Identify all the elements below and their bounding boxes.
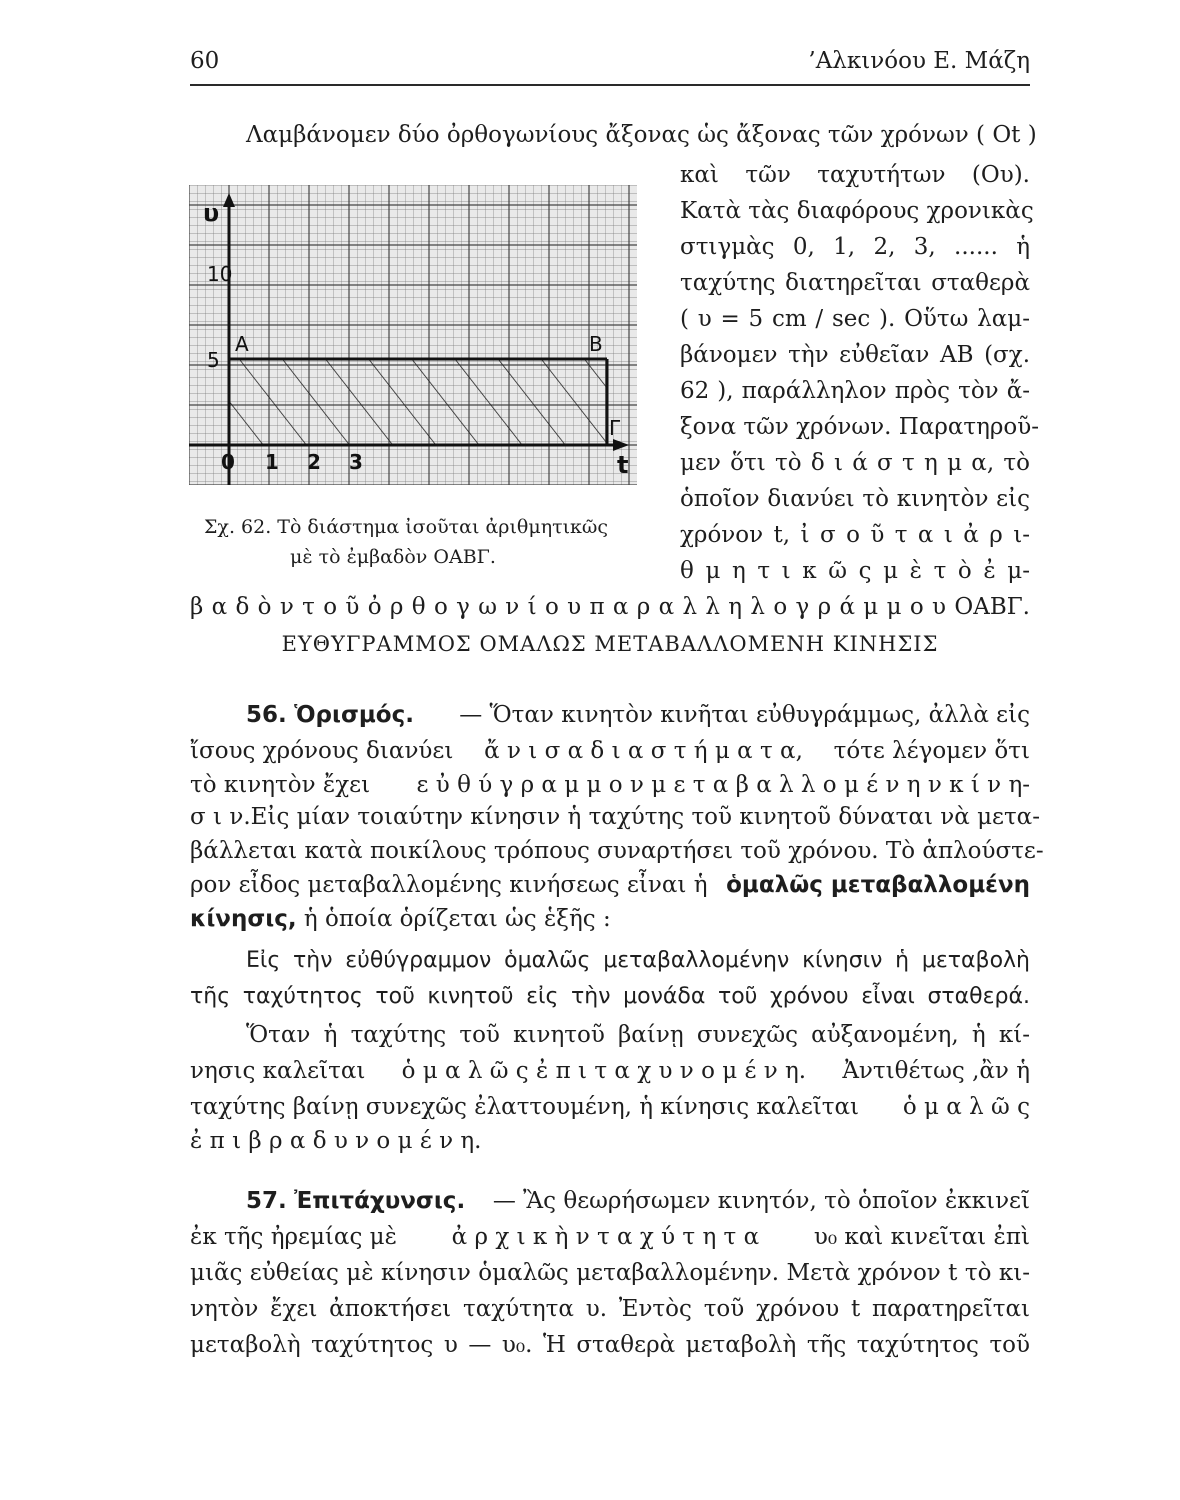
paragraph-number: 57. xyxy=(246,1188,287,1214)
figure-caption-line-2: μὲ τὸ ἐμβαδὸν ΟΑΒΓ. xyxy=(290,546,496,568)
para2-line-3: ταχύτης βαίνῃ συνεχῶς ἐλαττουμένη, ἡ κίνησις καλεῖται ὁ μ α λ ῶ ς xyxy=(190,1094,1030,1120)
running-head-author: ’Αλκινόου Ε. Μάζη xyxy=(808,48,1030,74)
intro-right-line: ( υ = 5 cm / sec ). Οὕτω λαμ- xyxy=(680,306,1030,332)
intro-right-line: 62 ), παράλληλον πρὸς τὸν ἄ- xyxy=(680,378,1030,404)
p57-line-2: ἐκ τῆς ἠρεμίας μὲ ἀ ρ χ ι κ ὴ ν τ α χ ύ τ η τ α υ₀ καὶ κινεῖται ἐπὶ xyxy=(190,1224,1030,1250)
intro-right-line: μεν ὅτι τὸ δ ι ά σ τ η μ α, τὸ xyxy=(680,450,1030,476)
paragraph-title: Ὁρισμός. xyxy=(294,702,414,728)
intro-right-line: βάνομεν τὴν εὐθεῖαν ΑΒ (σχ. xyxy=(680,342,1030,368)
p57-line-3: μιᾶς εὐθείας μὲ κίνησιν ὁμαλῶς μεταβαλλομένην. Μετὰ χρόνον t τὸ κι- xyxy=(190,1260,1030,1286)
definition-line-2: τῆς ταχύτητος τοῦ κινητοῦ εἰς τὴν μονάδα τοῦ χρόνου εἶναι σταθερά. xyxy=(190,984,1030,1009)
intro-line-1: Λαμβάνομεν δύο ὀρθογωνίους ἄξονας ὡς ἄξονας τῶν χρόνων ( Οt ) xyxy=(246,122,1037,148)
p56-line-6: ρον εἶδος μεταβαλλομένης κινήσεως εἶναι ἡ ὁμαλῶς μεταβαλλομένη xyxy=(190,872,1030,898)
intro-full-line: β α δ ὸ ν τ ο ῦ ὀ ρ θ ο γ ω ν ί ο υ π α ρ α λ λ η λ ο γ ρ ά μ μ ο υ ΟΑΒΓ. xyxy=(190,594,1030,620)
section-title: ΕΥΘΥΓΡΑΜΜΟΣ ΟΜΑΛΩΣ ΜΕΤΑΒΑΛΛΟΜΕΝΗ ΚΙΝΗΣΙΣ xyxy=(281,632,939,656)
figure-62 xyxy=(189,185,637,485)
x-tick-label: 2 xyxy=(307,450,321,474)
term-motion: κίνησις, xyxy=(190,906,297,932)
x-tick-label: 1 xyxy=(265,450,279,474)
page-header xyxy=(190,42,1030,86)
para2-line-4: ἐ π ι β ρ α δ υ ν ο μ έ ν η. xyxy=(190,1128,482,1154)
figure-caption-line-1: Σχ. 62. Τὸ διάστημα ἰσοῦται ἀριθμητικῶς xyxy=(204,516,609,538)
p56-line-4: σ ι ν. Εἰς μίαν τοιαύτην κίνησιν ἡ ταχύτης τοῦ κινητοῦ δύναται νὰ μετα- xyxy=(190,804,1040,830)
intro-right-line: στιγμὰς 0, 1, 2, 3, ...... ἡ xyxy=(680,234,1030,260)
point-label-A: Α xyxy=(235,332,249,356)
p56-line-2: ἴσους χρόνους διανύει ἄ ν ι σ α δ ι α σ τ ή μ α τ α, τότε λέγομεν ὅτι xyxy=(190,738,1030,764)
intro-right-line: Κατὰ τὰς διαφόρους χρονικὰς xyxy=(680,198,1034,224)
p56-line-1: 56. Ὁρισμός. — Ὅταν κινητὸν κινῆται εὐθυγράμμως, ἀλλὰ εἰς xyxy=(246,702,1030,728)
shaded-area-OABG xyxy=(229,359,607,445)
p56-line-3: τὸ κινητὸν ἔχει ε ὐ θ ύ γ ρ α μ μ ο ν μ ε τ α β α λ λ ο μ έ ν η ν κ ί ν η- xyxy=(190,772,1030,798)
intro-right-line: καὶ τῶν ταχυτήτων (Ου). xyxy=(680,162,1030,188)
paragraph-title: Ἐπιτάχυνσις. xyxy=(294,1188,466,1214)
term-uniformly-varied: ὁμαλῶς μεταβαλλομένη xyxy=(726,872,1030,898)
x-tick-label: 3 xyxy=(349,450,363,474)
point-label-G: Γ xyxy=(609,416,621,440)
intro-right-line: χρόνον t, ἰ σ ο ῦ τ α ι ἀ ρ ι- xyxy=(680,522,1030,548)
p56-line-5: βάλλεται κατὰ ποικίλους τρόπους συναρτήσει τοῦ χρόνου. Τὸ ἁπλούστε- xyxy=(190,838,1044,864)
y-tick-label: 5 xyxy=(207,348,220,372)
point-label-B: Β xyxy=(589,332,603,356)
x-tick-label: 0 xyxy=(221,450,235,474)
p57-line-1: 57. Ἐπιτάχυνσις. — Ἂς θεωρήσωμεν κινητόν, τὸ ὁποῖον ἐκκινεῖ xyxy=(246,1188,1030,1214)
p57-line-4: νητὸν ἔχει ἀποκτήσει ταχύτητα υ. Ἐντὸς τοῦ χρόνου t παρατηρεῖται xyxy=(190,1296,1030,1322)
y-tick-label: 10 xyxy=(207,262,233,286)
intro-right-line: ταχύτης διατηρεῖται σταθερὰ xyxy=(680,270,1030,296)
para2-line-2: νησις καλεῖται ὁ μ α λ ῶ ς ἐ π ι τ α χ υ ν ο μ έ ν η. Ἀντιθέτως ,ἂν ἡ xyxy=(190,1058,1030,1084)
intro-right-line: ξονα τῶν χρόνων. Παρατηροῦ- xyxy=(680,414,1040,440)
intro-right-line: ὁποῖον διανύει τὸ κινητὸν εἰς xyxy=(680,486,1030,512)
page-number: 60 xyxy=(190,48,220,74)
p57-line-5: μεταβολὴ ταχύτητος υ — υ₀. Ἡ σταθερὰ μεταβολὴ τῆς ταχύτητος τοῦ xyxy=(190,1332,1030,1358)
axis-y-label: υ xyxy=(203,199,220,227)
axis-x-label: t xyxy=(617,451,629,479)
paragraph-number: 56. xyxy=(246,702,287,728)
para2-line-1: Ὅταν ἡ ταχύτης τοῦ κινητοῦ βαίνῃ συνεχῶς αὐξανομένη, ἡ κί- xyxy=(246,1022,1030,1048)
definition-line-1: Εἰς τὴν εὐθύγραμμον ὁμαλῶς μεταβαλλομένην κίνησιν ἡ μεταβολὴ xyxy=(246,948,1030,973)
intro-right-line: θ μ η τ ι κ ῶ ς μ ὲ τ ὸ ἐ μ- xyxy=(680,558,1030,584)
velocity-time-graph xyxy=(189,185,637,485)
p56-line-7: κίνησις, ἡ ὁποία ὁρίζεται ὡς ἑξῆς : xyxy=(190,906,611,932)
